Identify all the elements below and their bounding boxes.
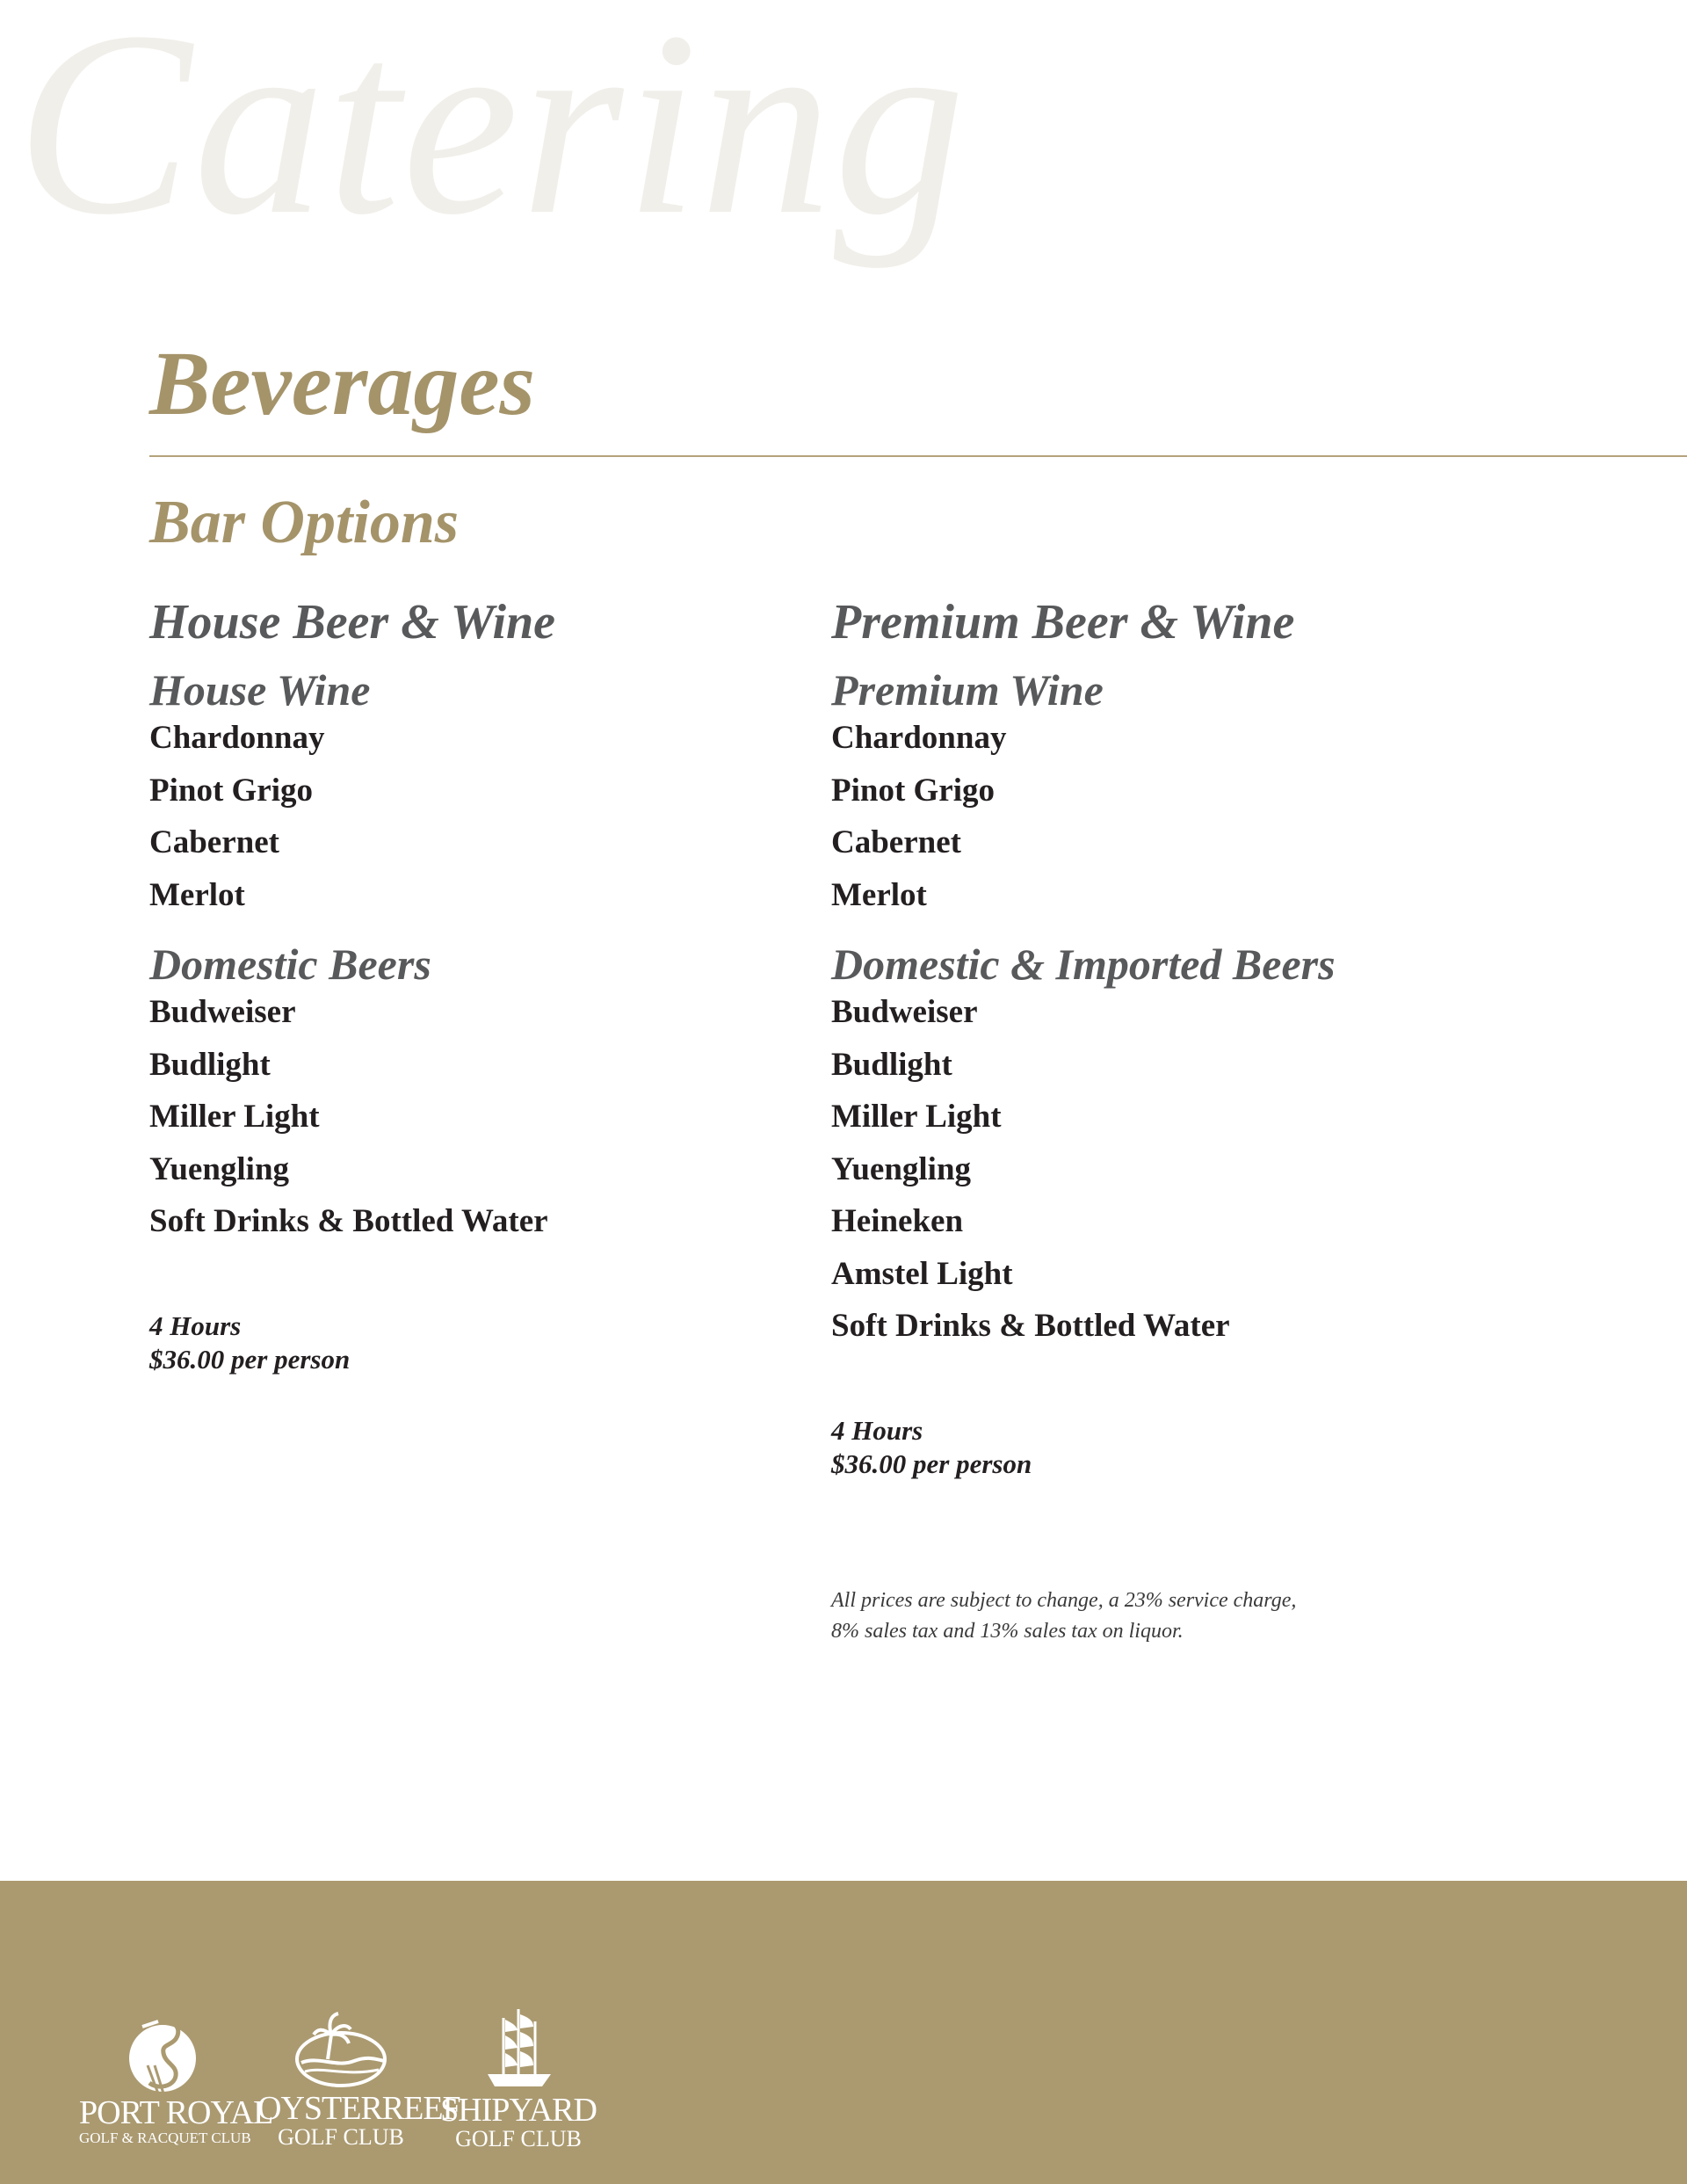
logo-name: PORT ROYAL — [79, 2094, 273, 2131]
list-item: Pinot Grigo — [831, 772, 996, 809]
oysterreef-logo — [257, 2008, 460, 2151]
shipyard-logo — [435, 2006, 602, 2152]
list-item: Yuengling — [831, 1150, 972, 1187]
ship-icon — [479, 2006, 558, 2093]
item-list — [831, 995, 1464, 1361]
price-text: $36.00 per person — [831, 1448, 1032, 1479]
list-item: Cabernet — [149, 824, 279, 860]
logo-name: OYSTERREEF — [257, 2090, 460, 2127]
logo-name: SHIPYARD — [440, 2092, 597, 2129]
list-item: Soft Drinks & Bottled Water — [149, 1203, 548, 1239]
catering-watermark: Catering — [16, 0, 967, 269]
title-divider — [149, 455, 1687, 457]
port-royal-logo — [79, 2013, 273, 2147]
item-list — [149, 995, 782, 1257]
list-item: Merlot — [831, 876, 927, 913]
list-item: Cabernet — [831, 824, 961, 860]
duration-text: 4 Hours — [831, 1414, 923, 1446]
list-item: Chardonnay — [831, 720, 1007, 756]
disclaimer-line: All prices are subject to change, a 23% service charge, — [831, 1589, 1297, 1612]
disclaimer-line: 8% sales tax and 13% sales tax on liquor. — [831, 1620, 1184, 1643]
list-item: Budweiser — [831, 994, 978, 1030]
package-title: House Beer & Wine — [149, 595, 556, 649]
list-item: Chardonnay — [149, 720, 325, 756]
page-title: Beverages — [149, 333, 535, 434]
section-title: House Wine — [149, 665, 371, 715]
logo-subtitle: GOLF CLUB — [278, 2124, 404, 2150]
list-item: Miller Light — [149, 1099, 320, 1135]
duration-text: 4 Hours — [149, 1310, 242, 1341]
logo-subtitle: GOLF CLUB — [455, 2126, 582, 2151]
section-title: Premium Wine — [831, 665, 1104, 715]
list-item: Budweiser — [149, 994, 296, 1030]
section-title: Domestic Beers — [149, 940, 431, 989]
item-list — [831, 721, 1464, 930]
package-column-premium — [831, 595, 1464, 1481]
island-palm-icon — [293, 2008, 389, 2092]
footer-band — [0, 1881, 1687, 2184]
logo-subtitle: GOLF & RACQUET CLUB — [79, 2130, 251, 2146]
list-item: Miller Light — [831, 1099, 1002, 1135]
package-title: Premium Beer & Wine — [831, 595, 1295, 649]
list-item: Yuengling — [149, 1150, 290, 1187]
section-title: Domestic & Imported Beers — [831, 940, 1336, 989]
list-item: Amstel Light — [831, 1255, 1013, 1292]
package-column-house — [149, 595, 782, 1376]
list-item: Heineken — [831, 1203, 964, 1239]
heron-icon — [123, 2013, 202, 2096]
list-item: Budlight — [831, 1046, 952, 1083]
price-block — [149, 1310, 782, 1376]
list-item: Soft Drinks & Bottled Water — [831, 1308, 1230, 1344]
price-block — [831, 1414, 1464, 1481]
list-item: Budlight — [149, 1046, 271, 1083]
list-item: Pinot Grigo — [149, 772, 314, 809]
pricing-disclaimer — [831, 1585, 1296, 1647]
page-subtitle: Bar Options — [149, 489, 460, 556]
item-list — [149, 721, 782, 930]
price-text: $36.00 per person — [149, 1343, 351, 1375]
list-item: Merlot — [149, 876, 245, 913]
